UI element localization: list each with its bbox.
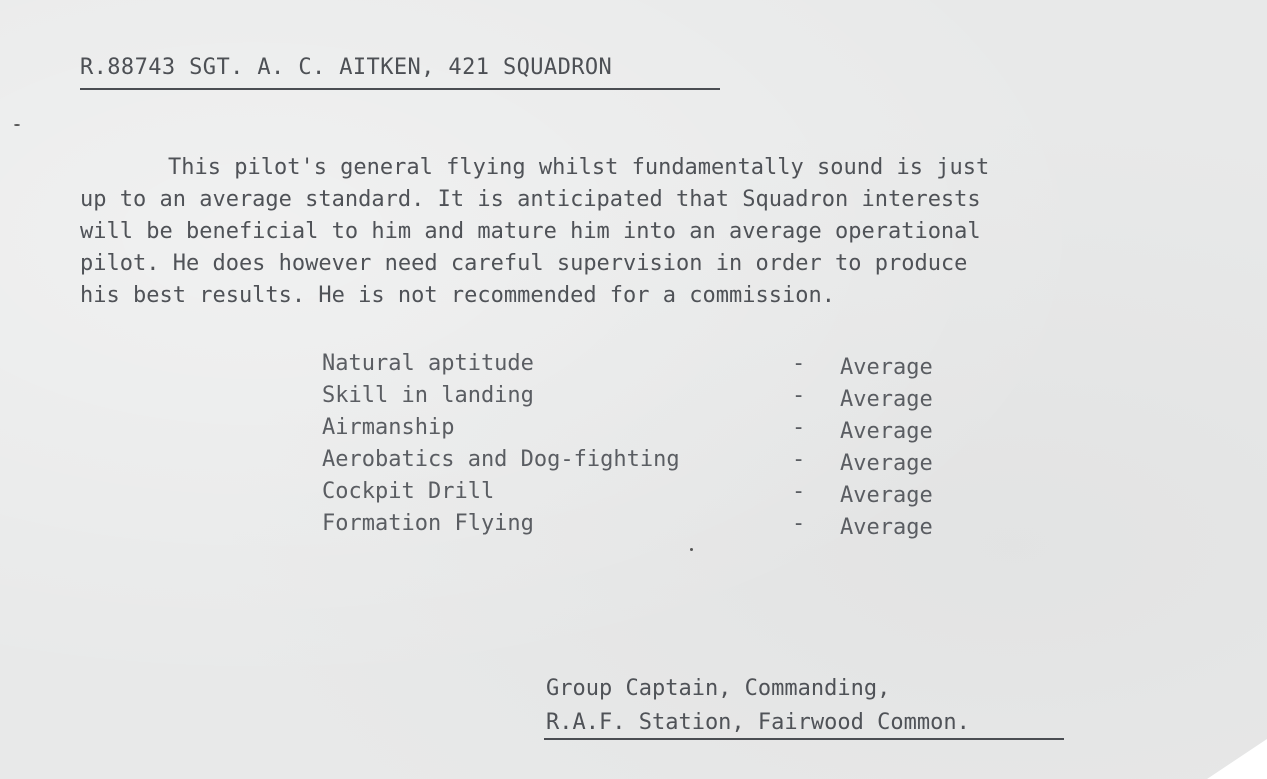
heading-underline	[80, 88, 720, 90]
rating-grade: Average	[840, 515, 933, 540]
paragraph-line: pilot. He does however need careful supervision in order to produce	[80, 251, 968, 276]
paragraph-line: This pilot's general flying whilst fundamentally sound is just	[168, 155, 990, 180]
rating-dash: -	[792, 351, 806, 376]
rating-grade: Average	[840, 483, 933, 508]
rating-quality: Airmanship	[322, 415, 455, 440]
rating-quality: Skill in landing	[322, 383, 534, 408]
rating-quality: Aerobatics and Dog-fighting	[322, 447, 680, 472]
ink-speck	[14, 124, 20, 126]
rating-quality: Cockpit Drill	[322, 479, 495, 504]
ink-speck	[690, 548, 693, 551]
paper-fold-corner	[1207, 739, 1267, 779]
rating-quality: Formation Flying	[322, 511, 534, 536]
rating-row	[322, 444, 962, 476]
rating-quality: Natural aptitude	[322, 351, 534, 376]
rating-dash: -	[792, 479, 806, 504]
rating-row	[322, 348, 962, 380]
signature-block	[546, 672, 970, 740]
rating-grade: Average	[840, 387, 933, 412]
rating-row	[322, 380, 962, 412]
document-heading: R.88743 SGT. A. C. AITKEN, 421 SQUADRON	[80, 55, 613, 80]
signature-underline	[544, 738, 1064, 740]
rating-dash: -	[792, 447, 806, 472]
rating-grade: Average	[840, 419, 933, 444]
rating-row	[322, 412, 962, 444]
paragraph-line: up to an average standard. It is anticipated that Squadron interests	[80, 187, 981, 212]
paragraph-line: will be beneficial to him and mature him into an average operational	[80, 219, 981, 244]
assessment-paragraph	[80, 152, 1210, 312]
signature-title-line: Group Captain, Commanding,	[546, 676, 891, 701]
rating-row	[322, 508, 962, 540]
paragraph-line: his best results. He is not recommended for a commission.	[80, 283, 835, 308]
rating-grade: Average	[840, 355, 933, 380]
rating-row	[322, 476, 962, 508]
rating-dash: -	[792, 511, 806, 536]
rating-dash: -	[792, 415, 806, 440]
rating-dash: -	[792, 383, 806, 408]
rating-grade: Average	[840, 451, 933, 476]
signature-station-line: R.A.F. Station, Fairwood Common.	[546, 710, 970, 735]
ratings-list	[322, 348, 962, 540]
